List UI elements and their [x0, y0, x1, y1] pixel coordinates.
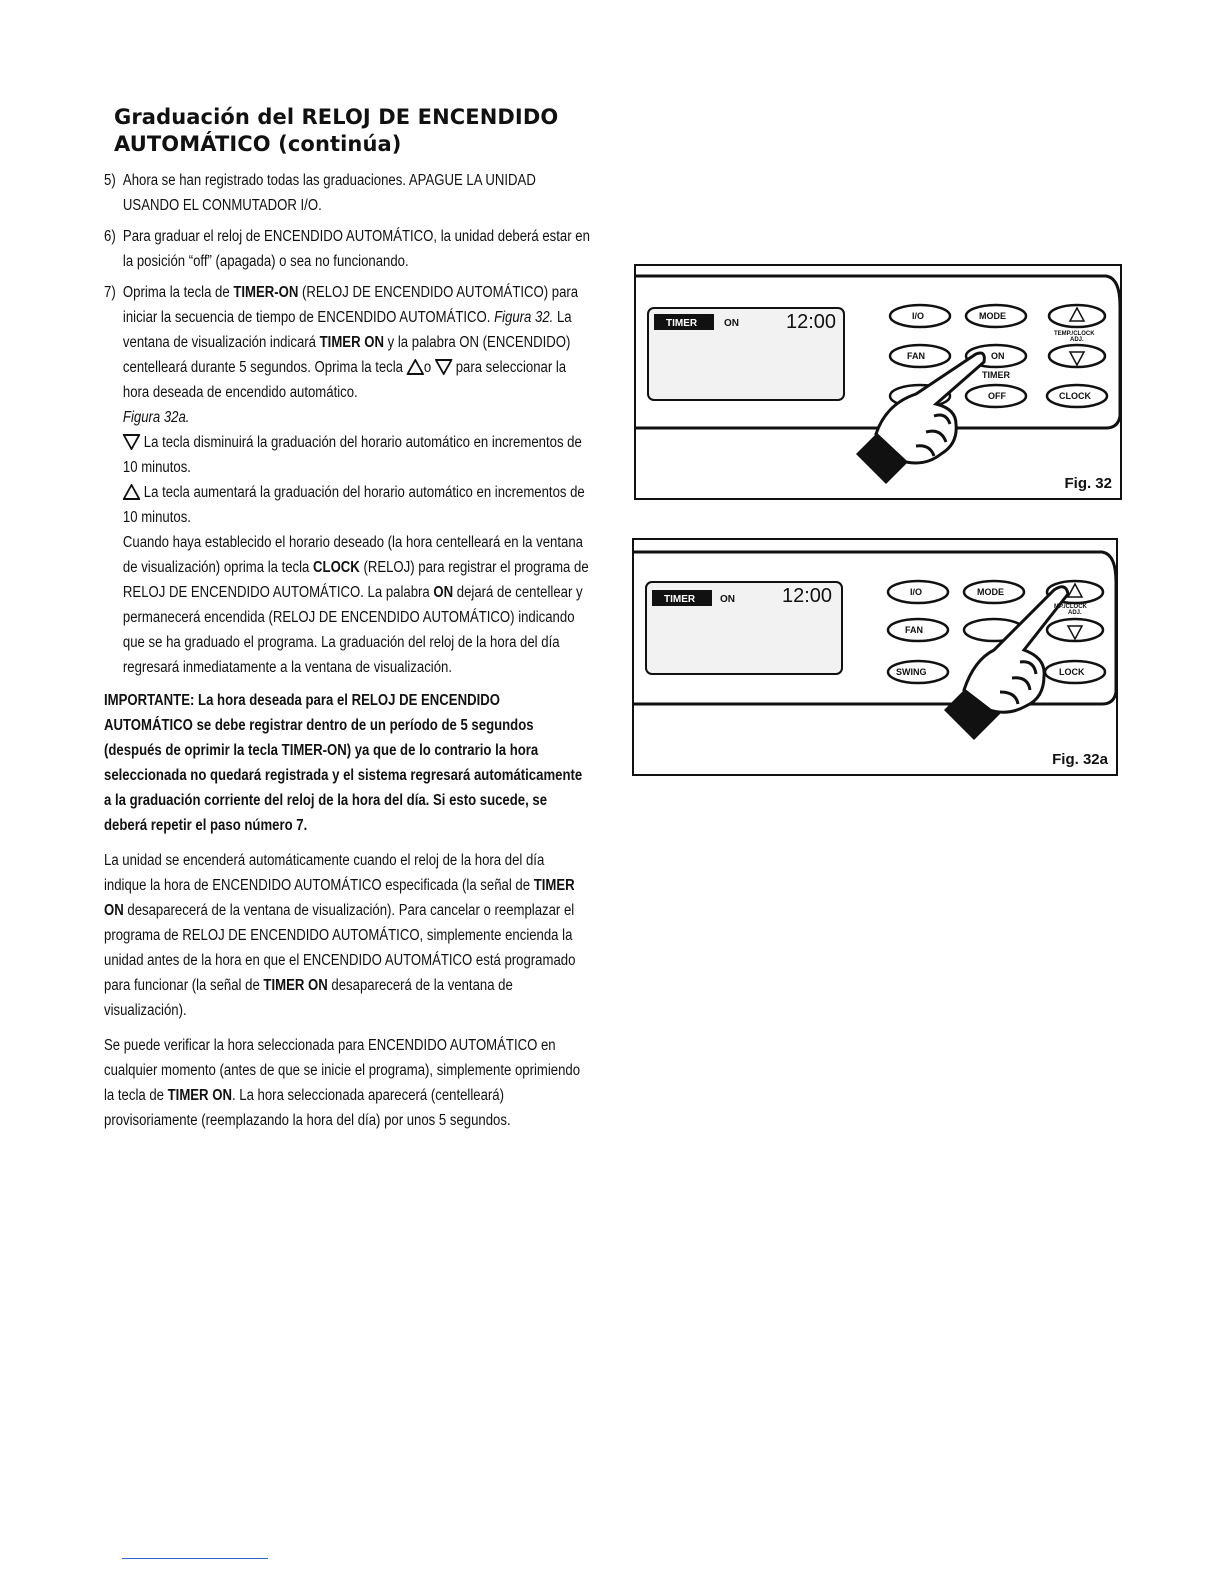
footer-rule	[122, 1558, 268, 1559]
figure-ref: Figura 32a.	[122, 409, 190, 426]
step-7-body: Oprima la tecla de TIMER-ON (RELOJ DE ENCENDIDO AUTOMÁTICO) para iniciar la secuencia de tiempo de ENCENDIDO AUTOMÁTICO. Figura 32. La ventana de visualización indicará TIMER ON y la palabra ON (ENCENDIDO) centelleará durante 5 segundos. Oprima la tecla o para seleccionar la hora deseada de encendido automático. Figura 32a. La tecla disminuirá la graduación del horario automático en incrementos de 10 minutos. La tecla aumentará la graduación del horario automático en incrementos de 10 minutos. Cuando haya establecido el horario deseado (la hora centelleará en la ventana de visualización) oprima la tecla CLOCK (RELOJ) para registrar el programa de RELOJ DE ENCENDIDO AUTOMÁTICO. La palabra ON dejará de centellear y permanecerá encendida (RELOJ DE ENCENDIDO AUTOMÁTICO) indicando que se ha graduado el programa. La graduación del reloj de la hora del día regresará inmediatamente a la ventana de visualización.	[122, 284, 589, 676]
key-clock: CLOCK	[313, 559, 360, 576]
temp-clock-label: MP./CLOCK	[1054, 604, 1087, 610]
step-7	[104, 280, 590, 680]
up-key-text: La tecla aumentará la graduación del horario automático en incrementos de 10 minutos.	[122, 484, 585, 526]
figure-label: Fig. 32	[1064, 475, 1112, 492]
clock-button: CLOCK	[1059, 391, 1091, 401]
clock-button: LOCK	[1059, 667, 1085, 677]
paragraph-auto-on: La unidad se encenderá automáticamente cuando el reloj de la hora del día indique la hora de ENCENDIDO AUTOMÁTICO especificada (la señal de TIMER ON desaparecerá de la ventana de visualización). Para cancelar o reemplazar el programa de RELOJ DE ENCENDIDO AUTOMÁTICO, simplemente encienda la unidad antes de la hora en que el ENCENDIDO AUTOMÁTICO está programado para funcionar (la señal de TIMER ON desaparecerá de la ventana de visualización).	[104, 852, 576, 1019]
figure-ref: Figura 32.	[494, 309, 554, 326]
page-title	[114, 104, 590, 158]
title-line-2: AUTOMÁTICO (continúa)	[114, 132, 402, 156]
title-line-1: Graduación del RELOJ DE ENCENDIDO	[114, 105, 559, 129]
paragraph-verify: Se puede verificar la hora seleccionada para ENCENDIDO AUTOMÁTICO en cualquier momento (antes de que se inicie el programa), simplemente oprimiendo la tecla de TIMER ON. La hora seleccionada aparecerá (centelleará) provisoriamente (reemplazando la hora del día) por unos 5 segundos.	[104, 1037, 581, 1129]
key-timer-on: TIMER-ON	[233, 284, 299, 301]
pointing-hand-icon	[944, 587, 1068, 740]
down-arrow-icon	[435, 359, 452, 375]
control-panel-illustration	[636, 266, 1120, 498]
text-column	[104, 104, 590, 1143]
step-number: 5)	[104, 172, 116, 189]
display-timer-label: TIMER	[666, 318, 698, 329]
io-button: I/O	[910, 587, 923, 597]
on-button: ON	[991, 351, 1005, 361]
adj-label: ADJ.	[1068, 610, 1082, 616]
swing-button: SWING	[896, 667, 927, 677]
up-arrow-icon	[123, 484, 140, 500]
adj-label: ADJ.	[1070, 337, 1084, 343]
step-text: Ahora se han registrado todas las graduaciones. APAGUE LA UNIDAD USANDO EL CONMUTADOR I/O.	[122, 172, 536, 214]
display-on-label: ON	[720, 594, 735, 605]
mode-button: MODE	[977, 587, 1004, 597]
control-panel-illustration	[634, 540, 1116, 774]
figure-label: Fig. 32a	[1052, 751, 1108, 768]
display-timer-label: TIMER	[664, 594, 696, 605]
body-text	[104, 168, 590, 1133]
step-number: 7)	[104, 284, 116, 301]
io-button: I/O	[912, 311, 925, 321]
timer-label: TIMER	[982, 370, 1010, 380]
temp-clock-label: TEMP./CLOCK	[1054, 331, 1095, 337]
fan-button: FAN	[907, 351, 925, 361]
figure-32	[634, 264, 1122, 500]
figure-32a	[632, 538, 1118, 776]
mode-button: MODE	[979, 311, 1006, 321]
up-arrow-icon	[407, 359, 424, 375]
down-key-text: La tecla disminuirá la graduación del horario automático en incrementos de 10 minutos.	[122, 434, 582, 476]
important-note: IMPORTANTE: La hora deseada para el RELOJ DE ENCENDIDO AUTOMÁTICO se debe registrar dentro de un período de 5 segundos (después de oprimir la tecla TIMER-ON) ya que de lo contrario la hora seleccionada no quedará registrada y el sistema regresará automáticamente a la graduación corriente del reloj de la hora del día. Si esto sucede, se deberá repetir el paso número 7.	[104, 692, 583, 834]
display-on-label: ON	[724, 318, 739, 329]
step-number: 6)	[104, 228, 116, 245]
pointing-hand-icon	[856, 353, 984, 484]
fan-button: FAN	[905, 625, 923, 635]
display-time: 12:00	[786, 311, 837, 333]
off-button: OFF	[988, 391, 1006, 401]
display-time: 12:00	[782, 585, 833, 607]
step-6	[104, 224, 590, 274]
step-5	[104, 168, 590, 218]
down-arrow-icon	[123, 434, 140, 450]
step-text: Para graduar el reloj de ENCENDIDO AUTOMÁTICO, la unidad deberá estar en la posición “off” (apagada) o sea no funcionando.	[122, 228, 590, 270]
